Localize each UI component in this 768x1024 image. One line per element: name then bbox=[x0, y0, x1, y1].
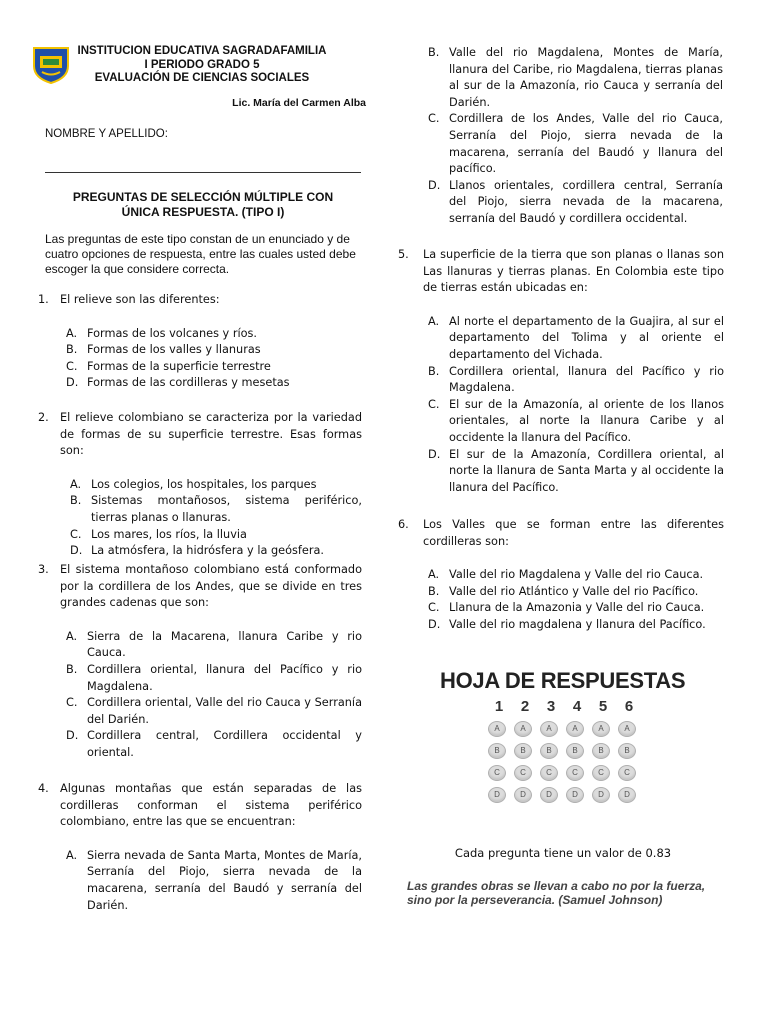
option-a[interactable] bbox=[66, 629, 362, 662]
answer-bubble[interactable]: D bbox=[540, 787, 558, 803]
option-d[interactable] bbox=[70, 543, 362, 560]
option-b[interactable] bbox=[428, 45, 723, 111]
answer-bubble[interactable]: C bbox=[566, 765, 584, 781]
option-letter: C. bbox=[66, 359, 78, 373]
column-number: 2 bbox=[520, 698, 530, 715]
answer-bubble[interactable]: D bbox=[566, 787, 584, 803]
instructions-title-line2: ÚNICA RESPUESTA. (TIPO I) bbox=[121, 205, 285, 219]
period-grade: I PERIODO GRADO 5 bbox=[144, 59, 260, 71]
option-text: Valle del rio Magdalena, Montes de María, llanura del Caribe, rio Magdalena, tierras planas al sur de la Amazonía, rio Cauca y serranía del Darién. bbox=[449, 46, 723, 109]
answer-bubble[interactable]: C bbox=[488, 765, 506, 781]
answer-bubble[interactable]: B bbox=[488, 743, 506, 759]
option-letter: A. bbox=[428, 314, 440, 328]
option-text: Formas de la superficie terrestre bbox=[87, 359, 271, 373]
answer-bubble[interactable]: B bbox=[514, 743, 532, 759]
answer-bubble[interactable]: A bbox=[566, 721, 584, 737]
answer-bubble[interactable]: A bbox=[592, 721, 610, 737]
school-name: INSTITUCION EDUCATIVA SAGRADAFAMILIA bbox=[77, 45, 327, 57]
question-number: 5. bbox=[398, 248, 409, 261]
question-2 bbox=[38, 410, 362, 560]
option-a[interactable] bbox=[66, 326, 362, 343]
option-text: Formas de los valles y llanuras bbox=[87, 343, 261, 357]
instructions-text: Las preguntas de este tipo constan de un enunciado y de cuatro opciones de respuesta, entre las cuales usted debe escoger la que considere correcta. bbox=[45, 232, 356, 276]
question-1 bbox=[38, 292, 362, 392]
option-letter: C. bbox=[428, 112, 440, 126]
option-letter: A. bbox=[70, 477, 82, 491]
option-letter: B. bbox=[428, 46, 440, 59]
exam-title: EVALUACIÓN DE CIENCIAS SOCIALES bbox=[94, 72, 310, 84]
option-text: Los colegios, los hospitales, los parques bbox=[91, 477, 317, 491]
option-d[interactable] bbox=[428, 617, 724, 634]
option-c[interactable] bbox=[428, 600, 724, 617]
answer-bubble[interactable]: D bbox=[618, 787, 636, 803]
column-number: 3 bbox=[546, 698, 556, 715]
option-c[interactable] bbox=[70, 527, 362, 544]
question-3 bbox=[38, 562, 362, 762]
answer-bubble[interactable]: B bbox=[540, 743, 558, 759]
option-letter: B. bbox=[428, 584, 440, 598]
question-text: El relieve son las diferentes: bbox=[60, 293, 220, 306]
answer-row bbox=[484, 718, 674, 740]
option-text: Valle del rio Atlántico y Valle del rio Pacífico. bbox=[449, 584, 699, 598]
question-number: 2. bbox=[38, 411, 49, 424]
question-text: Algunas montañas que están separadas de las cordilleras conforman el sistema periférico colombiano, entre las que se encuentran: bbox=[60, 782, 362, 829]
option-c[interactable] bbox=[66, 695, 362, 728]
option-letter: A. bbox=[66, 629, 78, 643]
column-number: 1 bbox=[494, 698, 504, 715]
question-number: 1. bbox=[38, 293, 49, 306]
option-d[interactable] bbox=[428, 178, 723, 228]
option-a[interactable] bbox=[66, 848, 362, 914]
option-text: El sur de la Amazonía, al oriente de los llanos orientales, al norte la llanura Caribe y al occidente la llanura del Pacífico. bbox=[449, 397, 724, 444]
answer-bubble[interactable]: A bbox=[540, 721, 558, 737]
option-letter: A. bbox=[66, 848, 78, 862]
option-a[interactable] bbox=[428, 314, 724, 364]
option-letter: B. bbox=[70, 494, 82, 508]
option-text: Valle del rio magdalena y llanura del Pacífico. bbox=[449, 617, 706, 631]
answer-grid bbox=[484, 698, 674, 806]
instructions-title-line1: PREGUNTAS DE SELECCIÓN MÚLTIPLE CON bbox=[72, 190, 334, 204]
answer-bubble[interactable]: A bbox=[488, 721, 506, 737]
answer-bubble[interactable]: D bbox=[592, 787, 610, 803]
option-d[interactable] bbox=[66, 375, 362, 392]
option-letter: C. bbox=[70, 527, 82, 541]
option-text: Valle del rio Magdalena y Valle del rio Cauca. bbox=[449, 568, 704, 582]
score-note: Cada pregunta tiene un valor de 0.83 bbox=[454, 846, 672, 860]
option-c[interactable] bbox=[428, 397, 724, 447]
name-label: NOMBRE Y APELLIDO: bbox=[45, 128, 168, 140]
option-text: El sur de la Amazonía, Cordillera oriental, al norte la llanura de Santa Marta y al occidente la llanura del Pacífico. bbox=[449, 447, 724, 494]
answer-row bbox=[484, 740, 674, 762]
option-c[interactable] bbox=[66, 359, 362, 376]
answer-bubble[interactable]: C bbox=[540, 765, 558, 781]
answer-sheet-title: HOJA DE RESPUESTAS bbox=[440, 668, 686, 693]
option-letter: C. bbox=[66, 696, 78, 710]
option-d[interactable] bbox=[66, 728, 362, 761]
option-letter: C. bbox=[428, 601, 440, 615]
option-a[interactable] bbox=[428, 567, 724, 584]
option-text: Cordillera oriental, llanura del Pacífico y rio Magdalena. bbox=[449, 364, 724, 395]
school-logo bbox=[30, 44, 72, 84]
question-number: 3. bbox=[38, 563, 49, 576]
column-number: 4 bbox=[572, 698, 582, 715]
name-line[interactable] bbox=[45, 172, 361, 173]
answer-bubble[interactable]: A bbox=[514, 721, 532, 737]
option-letter: B. bbox=[66, 343, 78, 357]
option-text: Sierra nevada de Santa Marta, Montes de María, Serranía del Piojo, sierra nevada de la macarena, serranía del Baudó y serranía del Darién. bbox=[87, 848, 362, 912]
option-letter: D. bbox=[428, 178, 441, 192]
option-text: Sierra de la Macarena, llanura Caribe y rio Cauca. bbox=[87, 629, 362, 660]
answer-bubble[interactable]: C bbox=[618, 765, 636, 781]
option-letter: A. bbox=[66, 326, 78, 340]
question-6 bbox=[398, 517, 724, 634]
option-letter: D. bbox=[66, 376, 79, 390]
option-text: Los mares, los ríos, la lluvia bbox=[91, 527, 247, 541]
option-letter: A. bbox=[428, 568, 440, 582]
option-b[interactable] bbox=[66, 662, 362, 695]
option-d[interactable] bbox=[428, 447, 724, 497]
question-5 bbox=[398, 247, 724, 496]
answer-bubble[interactable]: C bbox=[592, 765, 610, 781]
answer-row bbox=[484, 762, 674, 784]
question-text: El relieve colombiano se caracteriza por la variedad de formas de su superficie terrestre. Esas formas son: bbox=[60, 411, 362, 458]
question-text: Los Valles que se forman entre las diferentes cordilleras son: bbox=[423, 518, 724, 548]
answer-bubble[interactable]: B bbox=[592, 743, 610, 759]
question-text: El sistema montañoso colombiano está conformado por la cordillera de los Andes, que se divide en tres grandes cadenas que son: bbox=[60, 563, 362, 610]
answer-bubble[interactable]: A bbox=[618, 721, 636, 737]
option-text: Cordillera oriental, Valle del rio Cauca y Serranía del Darién. bbox=[87, 696, 362, 726]
option-text: Al norte el departamento de la Guajira, al sur el departamento del Tolima y al oriente el departamento del Vichada. bbox=[449, 314, 724, 361]
question-number: 4. bbox=[38, 782, 49, 795]
answer-bubble[interactable]: B bbox=[618, 743, 636, 759]
option-text: Cordillera de los Andes, Valle del rio Cauca, Serranía del Piojo, sierra nevada de la macarena, serranía del Baudó y llanura del pacífico. bbox=[449, 112, 723, 176]
option-a[interactable] bbox=[70, 477, 362, 494]
answer-row bbox=[484, 784, 674, 806]
column-number: 6 bbox=[624, 698, 634, 715]
option-b[interactable] bbox=[70, 493, 362, 526]
option-letter: D. bbox=[428, 617, 441, 631]
answer-bubble[interactable]: B bbox=[566, 743, 584, 759]
answer-bubble[interactable]: C bbox=[514, 765, 532, 781]
question-number: 6. bbox=[398, 518, 409, 531]
option-letter: D. bbox=[70, 544, 83, 558]
option-letter: B. bbox=[66, 662, 78, 676]
option-b[interactable] bbox=[428, 364, 724, 397]
question-4 bbox=[38, 781, 362, 914]
option-letter: D. bbox=[428, 447, 441, 461]
option-text: Llanos orientales, cordillera central, Serranía del Piojo, sierra nevada de la macarena, serranía del Baudó y cordillera occidental. bbox=[449, 178, 723, 225]
option-text: Cordillera central, Cordillera occidental y oriental. bbox=[87, 729, 362, 759]
option-b[interactable] bbox=[66, 342, 362, 359]
option-text: Cordillera oriental, llanura del Pacífico y rio Magdalena. bbox=[87, 662, 362, 693]
answer-bubble[interactable]: D bbox=[514, 787, 532, 803]
option-b[interactable] bbox=[428, 584, 724, 601]
option-c[interactable] bbox=[428, 111, 723, 177]
teacher-name: Lic. María del Carmen Alba bbox=[232, 97, 366, 109]
option-text: Formas de las cordilleras y mesetas bbox=[87, 376, 290, 390]
answer-bubble[interactable]: D bbox=[488, 787, 506, 803]
option-text: La atmósfera, la hidrósfera y la geósfera. bbox=[91, 544, 324, 558]
option-letter: D. bbox=[66, 729, 79, 743]
option-text: Llanura de la Amazonia y Valle del rio Cauca. bbox=[449, 601, 705, 615]
column-number: 5 bbox=[598, 698, 608, 715]
option-text: Sistemas montañosos, sistema periférico, tierras planas o llanuras. bbox=[91, 494, 362, 524]
quote-line1: Las grandes obras se llevan a cabo no por la fuerza, bbox=[407, 879, 706, 893]
option-text: Formas de los volcanes y ríos. bbox=[87, 326, 257, 340]
question-4-continued bbox=[428, 45, 723, 228]
quote-line2: sino por la perseverancia. (Samuel Johnson) bbox=[407, 893, 663, 907]
answer-grid-header bbox=[484, 698, 674, 718]
option-letter: B. bbox=[428, 364, 440, 378]
option-letter: C. bbox=[428, 397, 440, 411]
question-text: La superficie de la tierra que son planas o llanas son Las llanuras y tierras planas. En Colombia este tipo de tierras están ubicadas en: bbox=[423, 248, 724, 295]
